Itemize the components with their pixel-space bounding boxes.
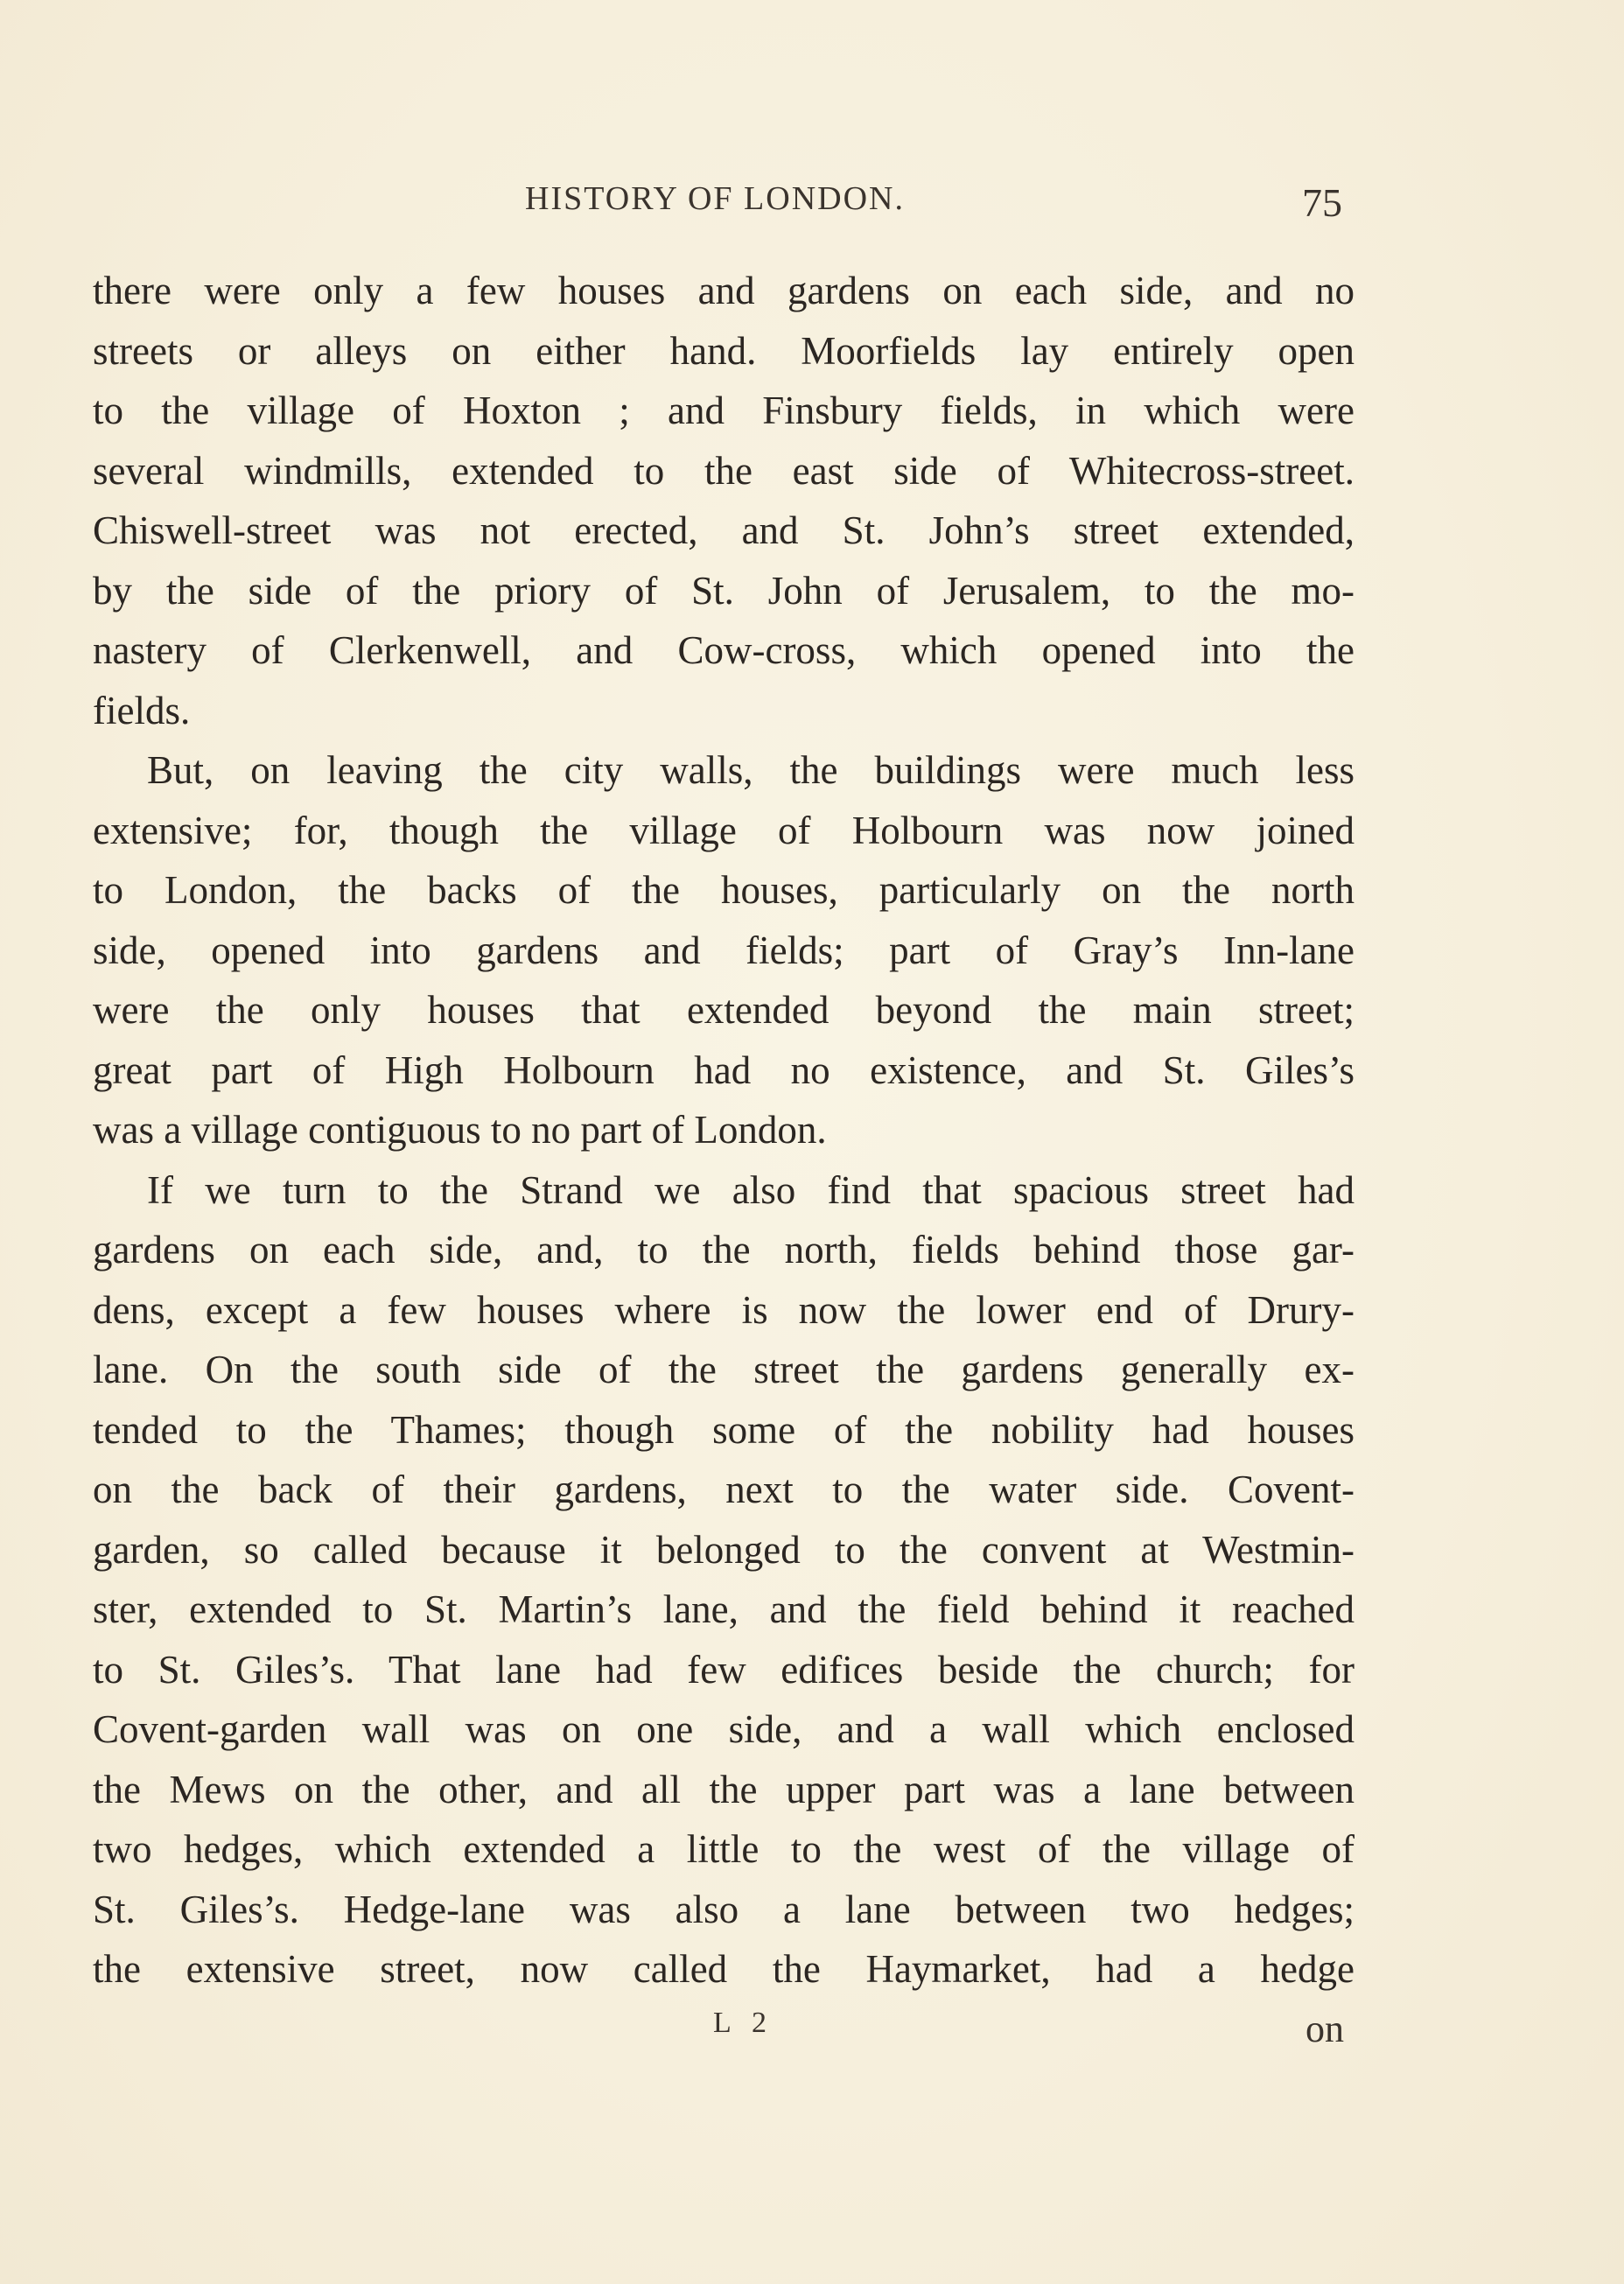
text-line: was a village contiguous to no part of London. — [93, 1108, 827, 1152]
running-head — [0, 179, 1624, 232]
text-line: Covent-garden wall was on one side, and a wall which enclosed — [93, 1707, 1354, 1751]
text-line: were the only houses that extended beyond the main street; — [93, 988, 1354, 1032]
text-line: Chiswell-street was not erected, and St. John’s street extended, — [93, 508, 1354, 552]
text-line: ster, extended to St. Martin’s lane, and the field behind it reached — [93, 1587, 1354, 1631]
body-text — [93, 261, 1354, 2000]
page-number: 75 — [1302, 180, 1342, 225]
text-line: garden, so called because it belonged to the convent at Westmin- — [93, 1527, 1354, 1572]
text-line: nastery of Clerkenwell, and Cow-cross, which opened into the — [93, 628, 1354, 672]
text-line: gardens on each side, and, to the north, fields behind those gar- — [93, 1228, 1354, 1272]
catchword: on — [1306, 2007, 1344, 2050]
text-line: streets or alleys on either hand. Moorfields lay entirely open — [93, 328, 1354, 373]
text-line: St. Giles’s. Hedge-lane was also a lane between two hedges; — [93, 1887, 1354, 1931]
text-line: great part of High Holbourn had no existence, and St. Giles’s — [93, 1047, 1354, 1092]
text-line: If we turn to the Strand we also find that spacious street had — [147, 1167, 1354, 1212]
text-line: two hedges, which extended a little to the west of the village of — [93, 1827, 1354, 1871]
text-line: side, opened into gardens and fields; part of Gray’s Inn-lane — [93, 928, 1354, 972]
text-line: to the village of Hoxton ; and Finsbury fields, in which were — [93, 389, 1354, 432]
text-line: lane. On the south side of the street the gardens generally ex- — [93, 1348, 1354, 1391]
text-line: extensive; for, though the village of Holbourn was now joined — [93, 808, 1354, 852]
text-line: tended to the Thames; though some of the nobility had houses — [93, 1407, 1354, 1452]
text-line: dens, except a few houses where is now the lower end of Drury- — [93, 1287, 1354, 1332]
text-line: But, on leaving the city walls, the buildings were much less — [147, 748, 1354, 792]
text-line: the Mews on the other, and all the upper part was a lane between — [93, 1767, 1354, 1811]
text-line: there were only a few houses and gardens on each side, and no — [93, 269, 1354, 312]
text-line: to St. Giles’s. That lane had few edifices beside the church; for — [93, 1647, 1354, 1692]
signature-mark: L 2 — [713, 2007, 774, 2039]
text-line: on the back of their gardens, next to the water side. Covent- — [93, 1468, 1354, 1511]
text-line: fields. — [93, 688, 191, 732]
text-line: the extensive street, now called the Haymarket, had a hedge — [93, 1947, 1354, 1991]
text-line: to London, the backs of the houses, particularly on the north — [93, 868, 1354, 912]
text-line: by the side of the priory of St. John of Jerusalem, to the mo- — [93, 568, 1354, 613]
running-title: HISTORY OF LONDON. — [525, 180, 905, 217]
text-line: several windmills, extended to the east side of Whitecross-street. — [93, 448, 1354, 493]
page-footer — [0, 2007, 1624, 2059]
